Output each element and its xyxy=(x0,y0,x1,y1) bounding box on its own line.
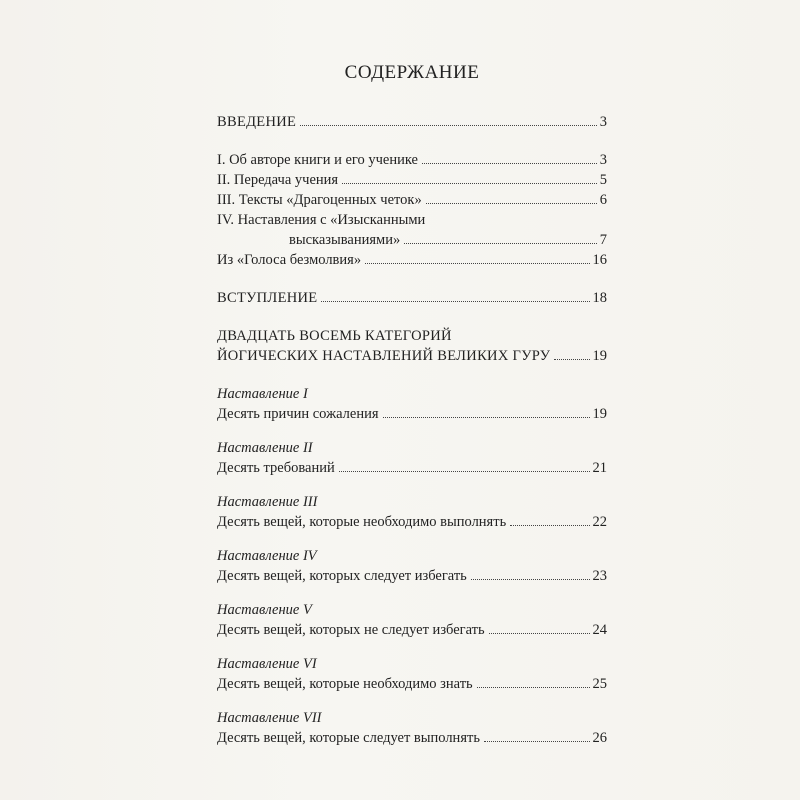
entry-page: 7 xyxy=(599,232,607,248)
leader-dots xyxy=(477,687,590,688)
entry-label: Десять вещей, которых следует избегать xyxy=(217,568,467,584)
toc-entry-4-line1 xyxy=(217,210,607,230)
entry-label: II. Передача учения xyxy=(217,172,339,188)
section-heading: Наставление VII xyxy=(217,710,322,726)
entry-page: 3 xyxy=(599,152,607,168)
leader-dots xyxy=(300,125,597,126)
toc-entry-intro xyxy=(217,112,607,132)
toc-entry-preface xyxy=(217,288,607,308)
leader-dots xyxy=(426,203,597,204)
entry-page: 25 xyxy=(592,676,607,692)
leader-dots xyxy=(422,163,597,164)
entry-page: 5 xyxy=(599,172,607,188)
toc-entry-2 xyxy=(217,170,607,190)
toc-section-entry xyxy=(217,674,607,694)
toc-section-entry xyxy=(217,404,607,424)
entry-label: ВСТУПЛЕНИЕ xyxy=(217,290,318,306)
leader-dots xyxy=(383,417,590,418)
leader-dots xyxy=(404,243,597,244)
section-heading: Наставление VI xyxy=(217,656,317,672)
toc-title: СОДЕРЖАНИЕ xyxy=(344,62,480,83)
entry-page: 16 xyxy=(592,252,607,268)
toc-sections xyxy=(217,384,607,748)
entry-page: 24 xyxy=(592,622,607,638)
section-heading: Наставление II xyxy=(217,440,313,456)
toc-entry-3 xyxy=(217,190,607,210)
entry-page: 6 xyxy=(599,192,607,208)
entry-label: III. Тексты «Драгоценных четок» xyxy=(217,192,422,208)
leader-dots xyxy=(365,263,589,264)
entry-page: 18 xyxy=(592,290,607,306)
toc-section-entry xyxy=(217,566,607,586)
toc-section-entry xyxy=(217,512,607,532)
leader-dots xyxy=(321,301,589,302)
leader-dots xyxy=(484,741,590,742)
toc-section-entry xyxy=(217,620,607,640)
entry-label: Из «Голоса безмолвия» xyxy=(217,252,362,268)
leader-dots xyxy=(554,359,589,360)
entry-label: Десять вещей, которые необходимо знать xyxy=(217,676,473,692)
leader-dots xyxy=(339,471,590,472)
entry-label: Десять вещей, которые следует выполнять xyxy=(217,730,480,746)
entry-page: 19 xyxy=(592,406,607,422)
entry-page: 26 xyxy=(592,730,607,746)
toc-section-entry xyxy=(217,458,607,478)
section-heading: Наставление I xyxy=(217,386,308,402)
leader-dots xyxy=(342,183,597,184)
entry-label: ЙОГИЧЕСКИХ НАСТАВЛЕНИЙ ВЕЛИКИХ ГУРУ xyxy=(217,348,551,364)
toc-entry-4 xyxy=(217,230,607,250)
toc-entry-5 xyxy=(217,250,607,270)
entry-label: Десять вещей, которые необходимо выполнять xyxy=(217,514,507,530)
entry-label: Десять вещей, которых не следует избегать xyxy=(217,622,485,638)
leader-dots xyxy=(510,525,589,526)
entry-label: ВВЕДЕНИЕ xyxy=(217,114,297,130)
section-heading: Наставление IV xyxy=(217,548,317,564)
section-heading: Наставление V xyxy=(217,602,312,618)
entry-page: 23 xyxy=(592,568,607,584)
entry-label: Десять требований xyxy=(217,460,335,476)
toc-entry-categories xyxy=(217,346,607,366)
entry-label: Десять причин сожаления xyxy=(217,406,379,422)
entry-page: 19 xyxy=(592,348,607,364)
entry-label: IV. Наставления с «Изысканными xyxy=(217,212,426,228)
toc-categories-line1: ДВАДЦАТЬ ВОСЕМЬ КАТЕГОРИЙ xyxy=(217,328,452,344)
leader-dots xyxy=(471,579,590,580)
entry-page: 22 xyxy=(592,514,607,530)
entry-page: 3 xyxy=(599,114,607,130)
section-heading: Наставление III xyxy=(217,494,318,510)
leader-dots xyxy=(489,633,590,634)
toc-entry-1 xyxy=(217,150,607,170)
toc-section-entry xyxy=(217,728,607,748)
entry-page: 21 xyxy=(592,460,607,476)
table-of-contents xyxy=(217,62,607,748)
entry-label: высказываниями» xyxy=(289,232,401,248)
entry-label: I. Об авторе книги и его ученике xyxy=(217,152,418,168)
